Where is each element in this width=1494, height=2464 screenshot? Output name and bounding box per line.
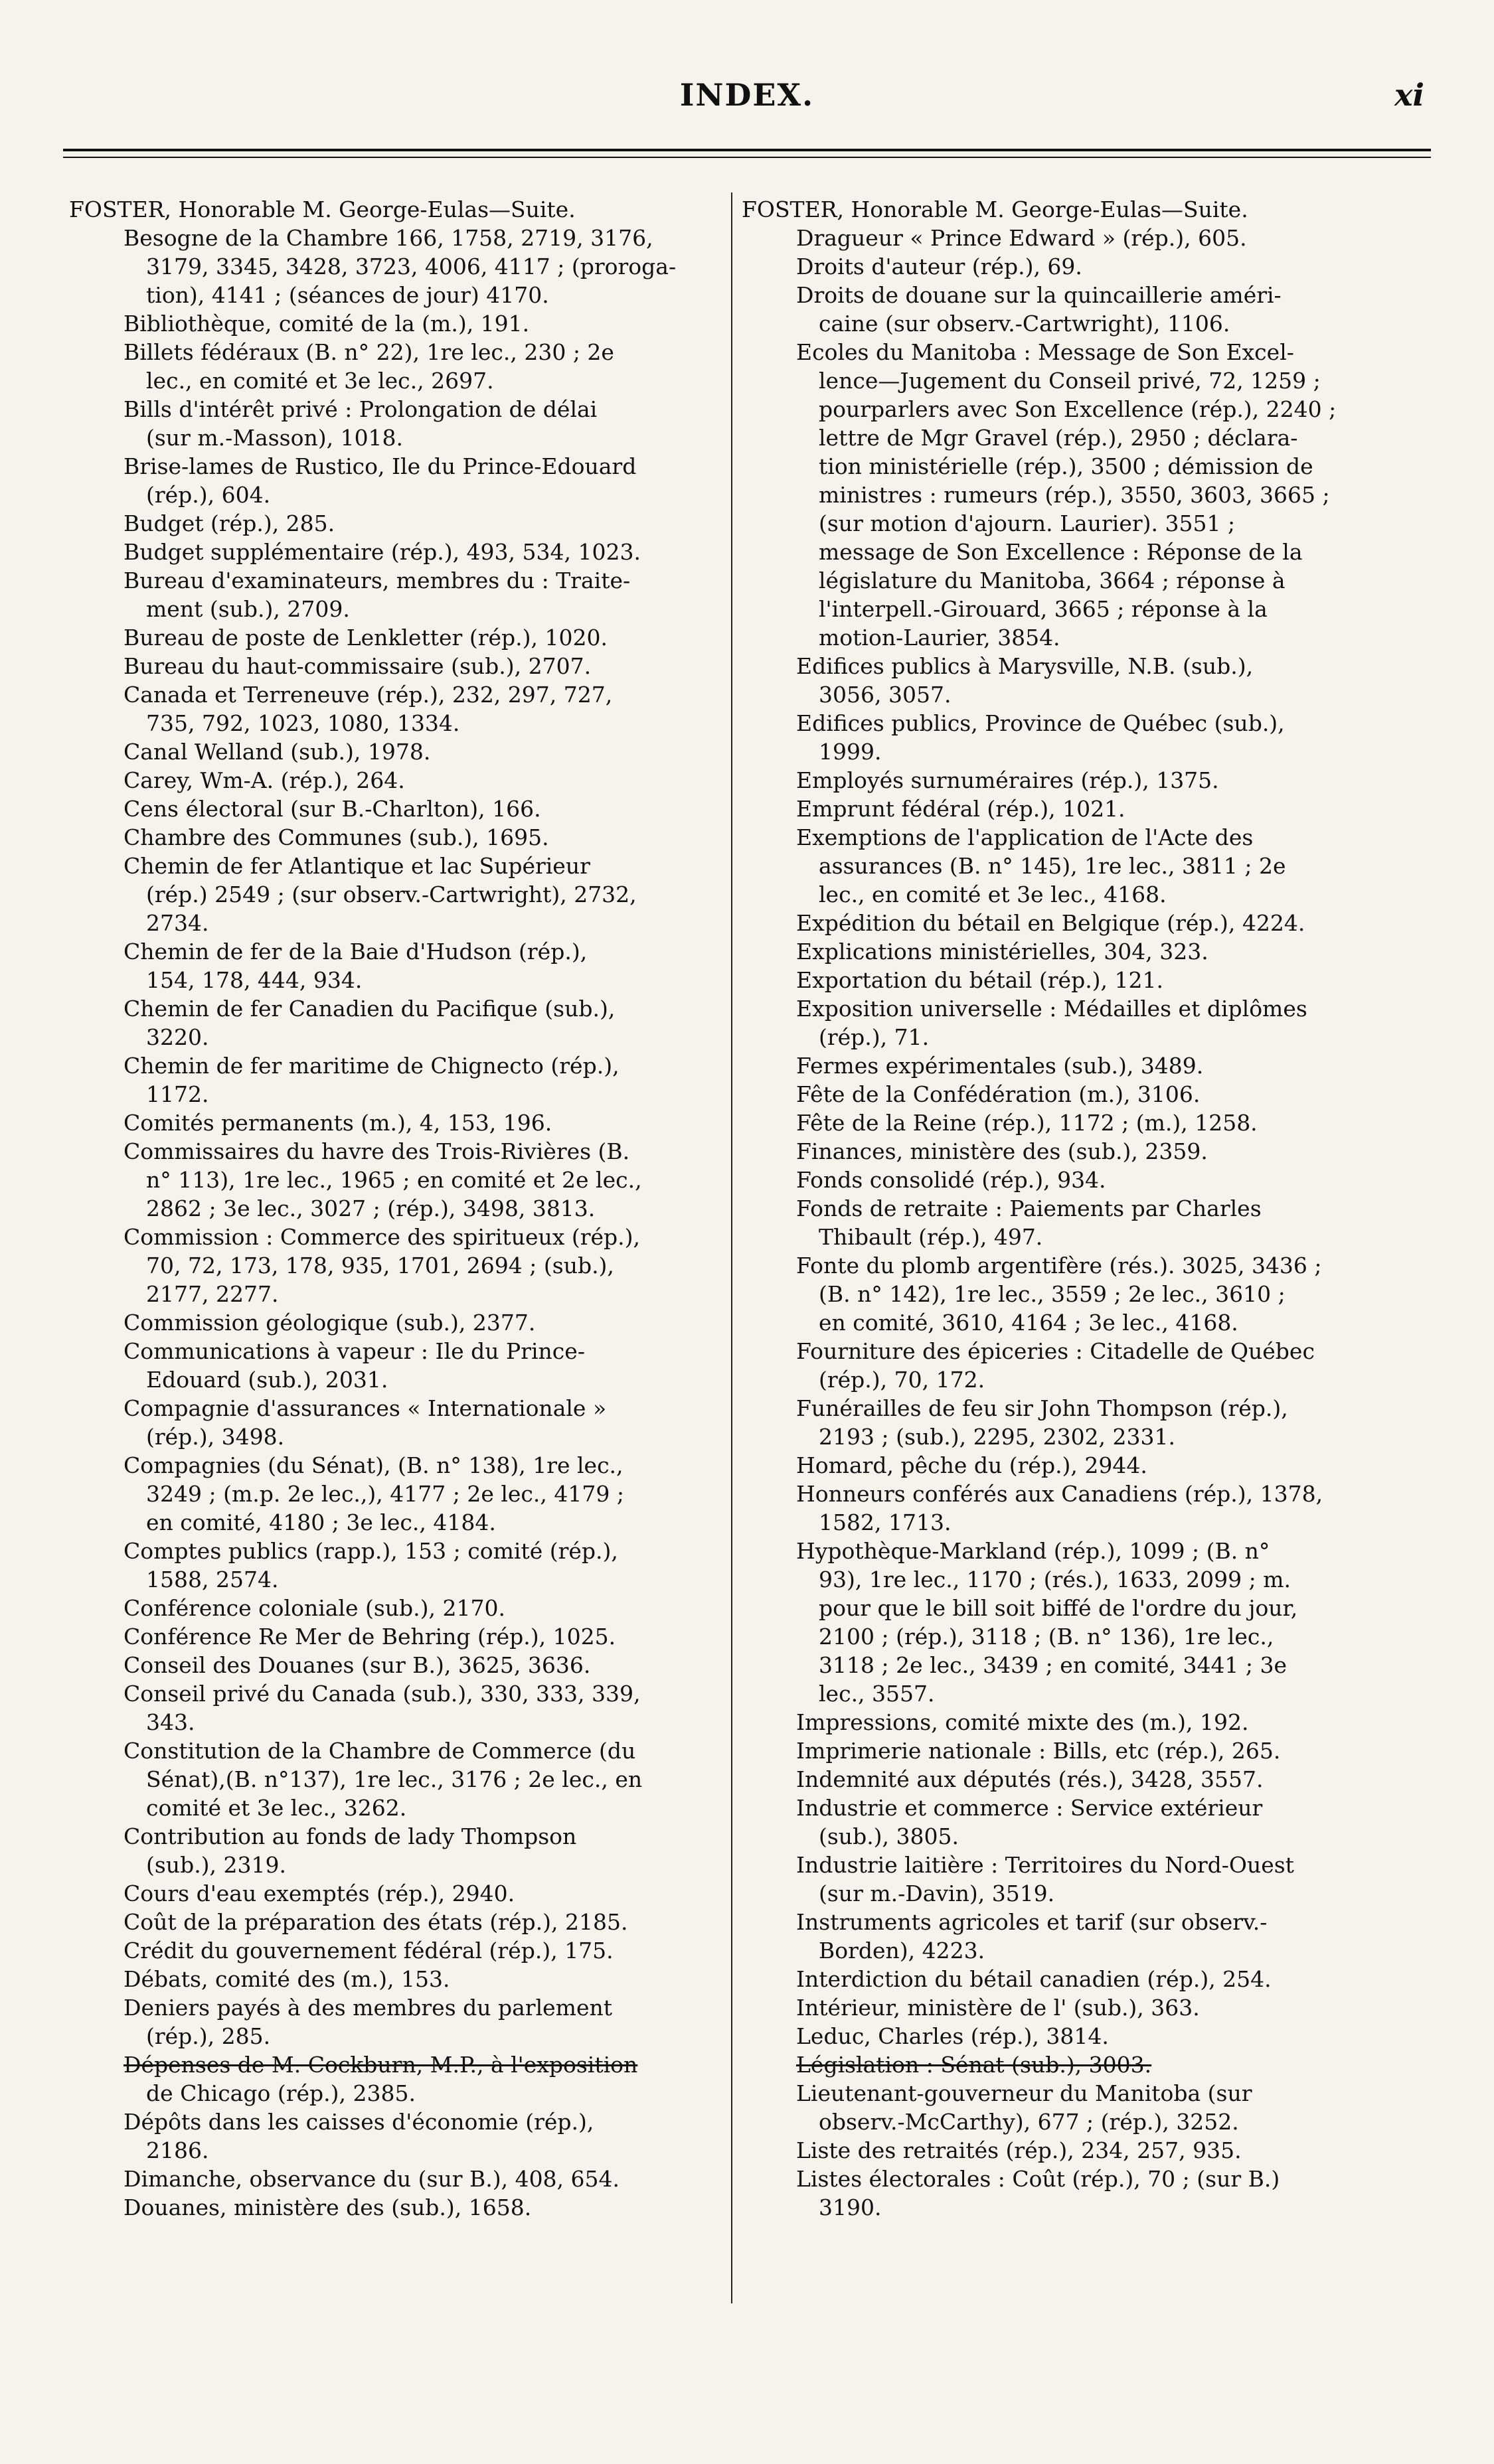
index-entry-line: Fête de la Confédération (m.), 3106.	[796, 1081, 1201, 1107]
index-entry-line: 1582, 1713.	[819, 1509, 952, 1535]
index-entry-line: motion-Laurier, 3854.	[819, 625, 1060, 651]
index-entry	[69, 566, 733, 623]
index-entry	[69, 852, 733, 937]
index-entry-line: Edifices publics, Province de Québec (sub.),	[796, 710, 1285, 736]
index-entry-line: Budget (rép.), 285.	[124, 510, 335, 536]
index-entry-line: 2734.	[146, 910, 209, 936]
index-entry-line: (rép.), 71.	[819, 1024, 930, 1050]
index-entry	[742, 1851, 1406, 1908]
index-entry	[69, 538, 733, 566]
index-entry-line: 2862 ; 3e lec., 3027 ; (rép.), 3498, 3813.	[146, 1195, 596, 1221]
index-entry	[69, 1879, 733, 1908]
index-entry-line: Bills d'intérêt privé : Prolongation de délai	[124, 396, 598, 422]
index-entry-line: lec., en comité et 3e lec., 2697.	[146, 368, 494, 394]
index-entry-line: Conférence coloniale (sub.), 2170.	[124, 1595, 506, 1621]
index-entry-line: (rép.), 604.	[146, 482, 271, 508]
index-entry-line: Edouard (sub.), 2031.	[146, 1367, 388, 1393]
index-entry	[69, 1308, 733, 1337]
index-entry	[742, 652, 1406, 709]
index-column-right	[742, 195, 1406, 2222]
index-entry-line: Exemptions de l'application de l'Acte des	[796, 824, 1254, 850]
index-entry-line: 343.	[146, 1709, 195, 1735]
index-entry	[69, 823, 733, 852]
index-entry-line: 3118 ; 2e lec., 3439 ; en comité, 3441 ; 3e	[819, 1652, 1287, 1678]
index-entry	[69, 737, 733, 766]
index-entry-line: lence—Jugement du Conseil privé, 72, 1259 ;	[819, 368, 1321, 394]
index-entry-line: Cens électoral (sur B.-Charlton), 166.	[124, 796, 541, 822]
index-entry-line: 70, 72, 173, 178, 935, 1701, 2694 ; (sub.),	[146, 1253, 614, 1278]
index-entry	[69, 994, 733, 1051]
index-entry	[742, 1537, 1406, 1708]
index-entry	[742, 1993, 1406, 2022]
index-entry-line: Brise-lames de Rustico, Ile du Prince-Edouard	[124, 453, 637, 479]
index-entry	[742, 281, 1406, 338]
index-entry-line: (rép.), 3498.	[146, 1424, 285, 1450]
index-entry-line: Crédit du gouvernement fédéral (rép.), 175.	[124, 1938, 614, 1964]
index-entry-line: Douanes, ministère des (sub.), 1658.	[124, 2194, 532, 2220]
index-entry-line: Comités permanents (m.), 4, 153, 196.	[124, 1110, 552, 1136]
index-entry	[742, 1736, 1406, 1765]
index-entry-line: (sub.), 2319.	[146, 1852, 287, 1878]
index-entry	[69, 795, 733, 823]
header-rule-thin	[63, 157, 1431, 158]
index-entry	[742, 909, 1406, 937]
index-entry	[742, 966, 1406, 994]
index-entry-line: Bureau d'examinateurs, membres du : Traite-	[124, 568, 631, 593]
index-entry-line: (sub.), 3805.	[819, 1823, 959, 1849]
index-entry-line: ment (sub.), 2709.	[146, 596, 350, 622]
index-entry-line: Commission géologique (sub.), 2377.	[124, 1310, 536, 1336]
index-entry-line: Fourniture des épiceries : Citadelle de Québec	[796, 1338, 1315, 1364]
index-entry-line: Billets fédéraux (B. n° 22), 1re lec., 230 ; 2e	[124, 339, 614, 365]
index-entry	[69, 2193, 733, 2222]
index-entry-line: Imprimerie nationale : Bills, etc (rép.), 265.	[796, 1738, 1281, 1764]
index-entry-line: Canal Welland (sub.), 1978.	[124, 739, 431, 765]
index-entry-line: lec., 3557.	[819, 1681, 935, 1707]
index-entry-line: Dépôts dans les caisses d'économie (rép.),	[124, 2109, 594, 2135]
index-entry	[69, 1137, 733, 1223]
index-entry	[69, 452, 733, 509]
index-entry-line: Législation : Sénat (sub.), 3003.	[796, 2052, 1152, 2078]
index-entry-line: 3249 ; (m.p. 2e lec.,), 4177 ; 2e lec., 4179 ;	[146, 1481, 624, 1507]
index-entry-line: lec., en comité et 3e lec., 4168.	[819, 882, 1167, 907]
index-entry	[69, 395, 733, 452]
index-entry	[742, 1765, 1406, 1794]
index-entry-line: Bureau de poste de Lenkletter (rép.), 1020.	[124, 625, 608, 651]
index-entry-line: Exportation du bétail (rép.), 121.	[796, 967, 1164, 993]
index-entry-line: Besogne de la Chambre 166, 1758, 2719, 3176,	[124, 225, 653, 251]
index-entry	[742, 1251, 1406, 1337]
index-entry-line: ministres : rumeurs (rép.), 3550, 3603, 3665 ;	[819, 482, 1330, 508]
index-entry-line: Constitution de la Chambre de Commerce (du	[124, 1738, 636, 1764]
index-entry-line: Compagnie d'assurances « Internationale »	[124, 1395, 607, 1421]
index-entry	[742, 2136, 1406, 2165]
index-entry	[742, 1337, 1406, 1394]
index-entry-line: 154, 178, 444, 934.	[146, 967, 363, 993]
index-entry-line: Fermes expérimentales (sub.), 3489.	[796, 1053, 1204, 1079]
index-entry-line: Intérieur, ministère de l' (sub.), 363.	[796, 1995, 1200, 2021]
index-entry-line: pourparlers avec Son Excellence (rép.), 2240 ;	[819, 396, 1337, 422]
index-entry-line: 1999.	[819, 739, 882, 765]
index-entry-line: Indemnité aux députés (rés.), 3428, 3557.	[796, 1766, 1264, 1792]
index-entry	[69, 1109, 733, 1137]
index-entry-line: Dragueur « Prince Edward » (rép.), 605.	[796, 225, 1247, 251]
index-entry	[742, 1480, 1406, 1537]
index-entry	[69, 1736, 733, 1822]
index-entry	[69, 224, 733, 309]
index-entry-line: Compagnies (du Sénat), (B. n° 138), 1re lec.,	[124, 1452, 623, 1478]
index-entry	[742, 1708, 1406, 1736]
index-entry-line: Sénat),(B. n°137), 1re lec., 3176 ; 2e lec., en	[146, 1766, 643, 1792]
index-entry	[69, 680, 733, 737]
index-entry-line: Comptes publics (rapp.), 153 ; comité (rép.),	[124, 1538, 618, 1564]
index-entry-line: Edifices publics à Marysville, N.B. (sub.),	[796, 653, 1254, 679]
entry-list	[742, 224, 1406, 2222]
index-entry-line: 2177, 2277.	[146, 1281, 279, 1307]
index-entry-line: Fonds de retraite : Paiements par Charles	[796, 1195, 1262, 1221]
index-entry-line: Ecoles du Manitoba : Message de Son Excel-	[796, 339, 1294, 365]
index-entry	[742, 1051, 1406, 1080]
index-entry-line: Employés surnuméraires (rép.), 1375.	[796, 767, 1219, 793]
index-entry-line: Hypothèque-Markland (rép.), 1099 ; (B. n°	[796, 1538, 1270, 1564]
index-entry-line: n° 113), 1re lec., 1965 ; en comité et 2e lec.,	[146, 1167, 642, 1193]
index-entry	[742, 1908, 1406, 1965]
index-entry	[69, 766, 733, 795]
index-entry-line: Honneurs conférés aux Canadiens (rép.), 1378,	[796, 1481, 1323, 1507]
index-entry-line: comité et 3e lec., 3262.	[146, 1795, 407, 1821]
index-entry-line: Bureau du haut-commissaire (sub.), 2707.	[124, 653, 592, 679]
index-entry-line: (rép.), 285.	[146, 2023, 271, 2049]
index-entry-line: Industrie et commerce : Service extérieur	[796, 1795, 1263, 1821]
index-entry	[69, 1936, 733, 1965]
index-entry	[69, 1965, 733, 1993]
index-entry	[742, 994, 1406, 1051]
index-entry-line: Homard, pêche du (rép.), 2944.	[796, 1452, 1147, 1478]
index-entry-line: de Chicago (rép.), 2385.	[146, 2080, 416, 2106]
index-entry	[742, 338, 1406, 652]
index-entry-line: 93), 1re lec., 1170 ; (rés.), 1633, 2099 ; m.	[819, 1567, 1291, 1592]
index-entry	[69, 1822, 733, 1879]
index-entry-line: Instruments agricoles et tarif (sur observ.-	[796, 1909, 1268, 1935]
index-entry-line: assurances (B. n° 145), 1re lec., 3811 ; 2e	[819, 853, 1286, 879]
index-entry-line: en comité, 4180 ; 3e lec., 4184.	[146, 1509, 496, 1535]
index-entry	[69, 2165, 733, 2193]
index-entry-line: 1588, 2574.	[146, 1567, 279, 1592]
index-entry	[742, 709, 1406, 766]
index-column-left	[69, 195, 733, 2222]
column-divider	[731, 193, 732, 2303]
index-entry-line: 2186.	[146, 2137, 209, 2163]
index-entry-line: Leduc, Charles (rép.), 3814.	[796, 2023, 1109, 2049]
index-entry	[69, 1394, 733, 1451]
index-entry-line: Cours d'eau exemptés (rép.), 2940.	[124, 1881, 515, 1906]
index-entry-line: Conseil privé du Canada (sub.), 330, 333, 339,	[124, 1681, 641, 1707]
index-entry	[742, 1965, 1406, 1993]
index-entry-line: 3179, 3345, 3428, 3723, 4006, 4117 ; (proroga-	[146, 254, 677, 279]
page-title: INDEX.	[679, 77, 815, 113]
index-entry-line: Fonds consolidé (rép.), 934.	[796, 1167, 1106, 1193]
index-entry-line: lettre de Mgr Gravel (rép.), 2950 ; déclara-	[819, 425, 1298, 451]
index-entry-line: Dimanche, observance du (sur B.), 408, 654.	[124, 2166, 620, 2192]
index-entry-line: Expédition du bétail en Belgique (rép.), 4224.	[796, 910, 1305, 936]
index-entry	[69, 937, 733, 994]
index-entry-line: (rép.) 2549 ; (sur observ.-Cartwright), 2732,	[146, 882, 637, 907]
index-entry-line: 3056, 3057.	[819, 682, 952, 708]
index-entry	[742, 937, 1406, 966]
index-entry	[742, 1394, 1406, 1451]
index-entry-line: Thibault (rép.), 497.	[819, 1224, 1043, 1250]
index-entry-line: tion ministérielle (rép.), 3500 ; démission de	[819, 453, 1313, 479]
index-entry-line: caine (sur observ.-Cartwright), 1106.	[819, 311, 1230, 337]
index-entry-line: Chemin de fer maritime de Chignecto (rép.),	[124, 1053, 620, 1079]
index-entry-line: Listes électorales : Coût (rép.), 70 ; (sur B.)	[796, 2166, 1280, 2192]
index-entry-line: Emprunt fédéral (rép.), 1021.	[796, 796, 1125, 822]
index-entry-line: Chemin de fer Canadien du Pacifique (sub.),	[124, 996, 616, 1022]
index-entry	[742, 2079, 1406, 2136]
index-entry-line: Explications ministérielles, 304, 323.	[796, 939, 1208, 964]
index-entry	[69, 1679, 733, 1736]
index-entry-line: Débats, comité des (m.), 153.	[124, 1966, 450, 1992]
index-entry-line: Bibliothèque, comité de la (m.), 191.	[124, 311, 530, 337]
index-entry-line: Interdiction du bétail canadien (rép.), 254.	[796, 1966, 1272, 1992]
column-heading: FOSTER, Honorable M. George-Eulas—Suite.	[742, 196, 1248, 222]
index-entry-line: Fête de la Reine (rép.), 1172 ; (m.), 1258.	[796, 1110, 1258, 1136]
index-entry-line: 2100 ; (rép.), 3118 ; (B. n° 136), 1re lec.,	[819, 1624, 1274, 1650]
index-entry-line: Droits d'auteur (rép.), 69.	[796, 254, 1082, 279]
index-entry	[742, 766, 1406, 795]
index-entry	[69, 1051, 733, 1109]
index-entry	[69, 652, 733, 680]
index-entry-line: Coût de la préparation des états (rép.), 2185.	[124, 1909, 628, 1935]
index-entry-line: Impressions, comité mixte des (m.), 192.	[796, 1709, 1249, 1735]
index-entry-line: Finances, ministère des (sub.), 2359.	[796, 1138, 1208, 1164]
index-entry	[69, 623, 733, 652]
index-entry-line: Commissaires du havre des Trois-Rivières (B.	[124, 1138, 630, 1164]
index-entry	[69, 1594, 733, 1622]
index-entry-line: en comité, 3610, 4164 ; 3e lec., 4168.	[819, 1310, 1238, 1336]
index-entry-line: 3220.	[146, 1024, 209, 1050]
index-entry	[69, 1223, 733, 1308]
index-entry-line: Communications à vapeur : Ile du Prince-	[124, 1338, 585, 1364]
index-entry	[69, 1908, 733, 1936]
index-entry	[742, 795, 1406, 823]
index-entry	[69, 1993, 733, 2050]
page-number: xi	[1394, 77, 1424, 113]
index-entry	[69, 2108, 733, 2165]
index-entry-line: (sur m.-Davin), 3519.	[819, 1881, 1055, 1906]
index-entry-line: Budget supplémentaire (rép.), 493, 534, 1023.	[124, 539, 641, 565]
index-entry	[742, 1194, 1406, 1251]
index-entry	[742, 2022, 1406, 2050]
index-entry	[742, 1794, 1406, 1851]
index-entry	[742, 1451, 1406, 1480]
index-entry	[742, 252, 1406, 281]
index-entry-line: (rép.), 70, 172.	[819, 1367, 985, 1393]
index-entry-line: législature du Manitoba, 3664 ; réponse à	[819, 568, 1286, 593]
index-entry	[742, 1109, 1406, 1137]
index-entry	[69, 509, 733, 538]
index-entry-line: Borden), 4223.	[819, 1938, 985, 1964]
index-entry-line: message de Son Excellence : Réponse de la	[819, 539, 1303, 565]
index-entry-line: Lieutenant-gouverneur du Manitoba (sur	[796, 2080, 1252, 2106]
index-entry-line: Liste des retraités (rép.), 234, 257, 935.	[796, 2137, 1242, 2163]
index-entry	[742, 2165, 1406, 2222]
index-entry-line: Industrie laitière : Territoires du Nord-Ouest	[796, 1852, 1294, 1878]
index-entry	[742, 1080, 1406, 1109]
index-entry-line: Canada et Terreneuve (rép.), 232, 297, 727,	[124, 682, 613, 708]
index-entry-line: Carey, Wm-A. (rép.), 264.	[124, 767, 405, 793]
index-entry-line: l'interpell.-Girouard, 3665 ; réponse à la	[819, 596, 1268, 622]
index-entry-line: Contribution au fonds de lady Thompson	[124, 1823, 577, 1849]
index-entry-line: 3190.	[819, 2194, 882, 2220]
index-entry	[69, 309, 733, 338]
index-entry-line: Deniers payés à des membres du parlement	[124, 1995, 612, 2021]
index-entry-line: Funérailles de feu sir John Thompson (rép.),	[796, 1395, 1288, 1421]
header-rule	[63, 149, 1431, 151]
index-entry-line: 2193 ; (sub.), 2295, 2302, 2331.	[819, 1424, 1176, 1450]
index-entry	[742, 1166, 1406, 1194]
index-entry	[69, 1451, 733, 1537]
index-entry	[742, 224, 1406, 252]
index-entry	[69, 338, 733, 395]
index-entry-line: Conseil des Douanes (sur B.), 3625, 3636.	[124, 1652, 591, 1678]
index-entry	[69, 1622, 733, 1651]
index-entry-line: 735, 792, 1023, 1080, 1334.	[146, 710, 460, 736]
index-entry-line: Dépenses de M. Cockburn, M.P., à l'exposition	[124, 2052, 638, 2078]
index-entry-line: Exposition universelle : Médailles et diplômes	[796, 996, 1307, 1022]
index-entry-line: Conférence Re Mer de Behring (rép.), 1025.	[124, 1624, 616, 1650]
index-entry-line: Commission : Commerce des spiritueux (rép.),	[124, 1224, 640, 1250]
index-entry-line: Chambre des Communes (sub.), 1695.	[124, 824, 549, 850]
index-entry	[742, 823, 1406, 909]
index-entry-line: Chemin de fer de la Baie d'Hudson (rép.),	[124, 939, 588, 964]
index-entry	[69, 1337, 733, 1394]
index-entry-line: tion), 4141 ; (séances de jour) 4170.	[146, 282, 549, 308]
index-entry	[69, 2050, 733, 2108]
index-entry-line: (B. n° 142), 1re lec., 3559 ; 2e lec., 3610 ;	[819, 1281, 1286, 1307]
index-entry-line: pour que le bill soit biffé de l'ordre du jour,	[819, 1595, 1298, 1621]
index-entry	[69, 1651, 733, 1679]
index-entry	[69, 1537, 733, 1594]
index-entry-line: Droits de douane sur la quincaillerie améri-	[796, 282, 1282, 308]
index-entry-line: (sur m.-Masson), 1018.	[146, 425, 404, 451]
index-entry-line: Chemin de fer Atlantique et lac Supérieur	[124, 853, 590, 879]
index-entry	[742, 2050, 1406, 2079]
index-entry-line: Fonte du plomb argentifère (rés.). 3025, 3436 ;	[796, 1253, 1322, 1278]
index-entry	[742, 1137, 1406, 1166]
index-entry-line: observ.-McCarthy), 677 ; (rép.), 3252.	[819, 2109, 1239, 2135]
column-heading: FOSTER, Honorable M. George-Eulas—Suite.	[69, 196, 576, 222]
entry-list	[69, 224, 733, 2222]
index-entry-line: 1172.	[146, 1081, 209, 1107]
page-header	[63, 72, 1431, 118]
index-entry-line: (sur motion d'ajourn. Laurier). 3551 ;	[819, 510, 1236, 536]
